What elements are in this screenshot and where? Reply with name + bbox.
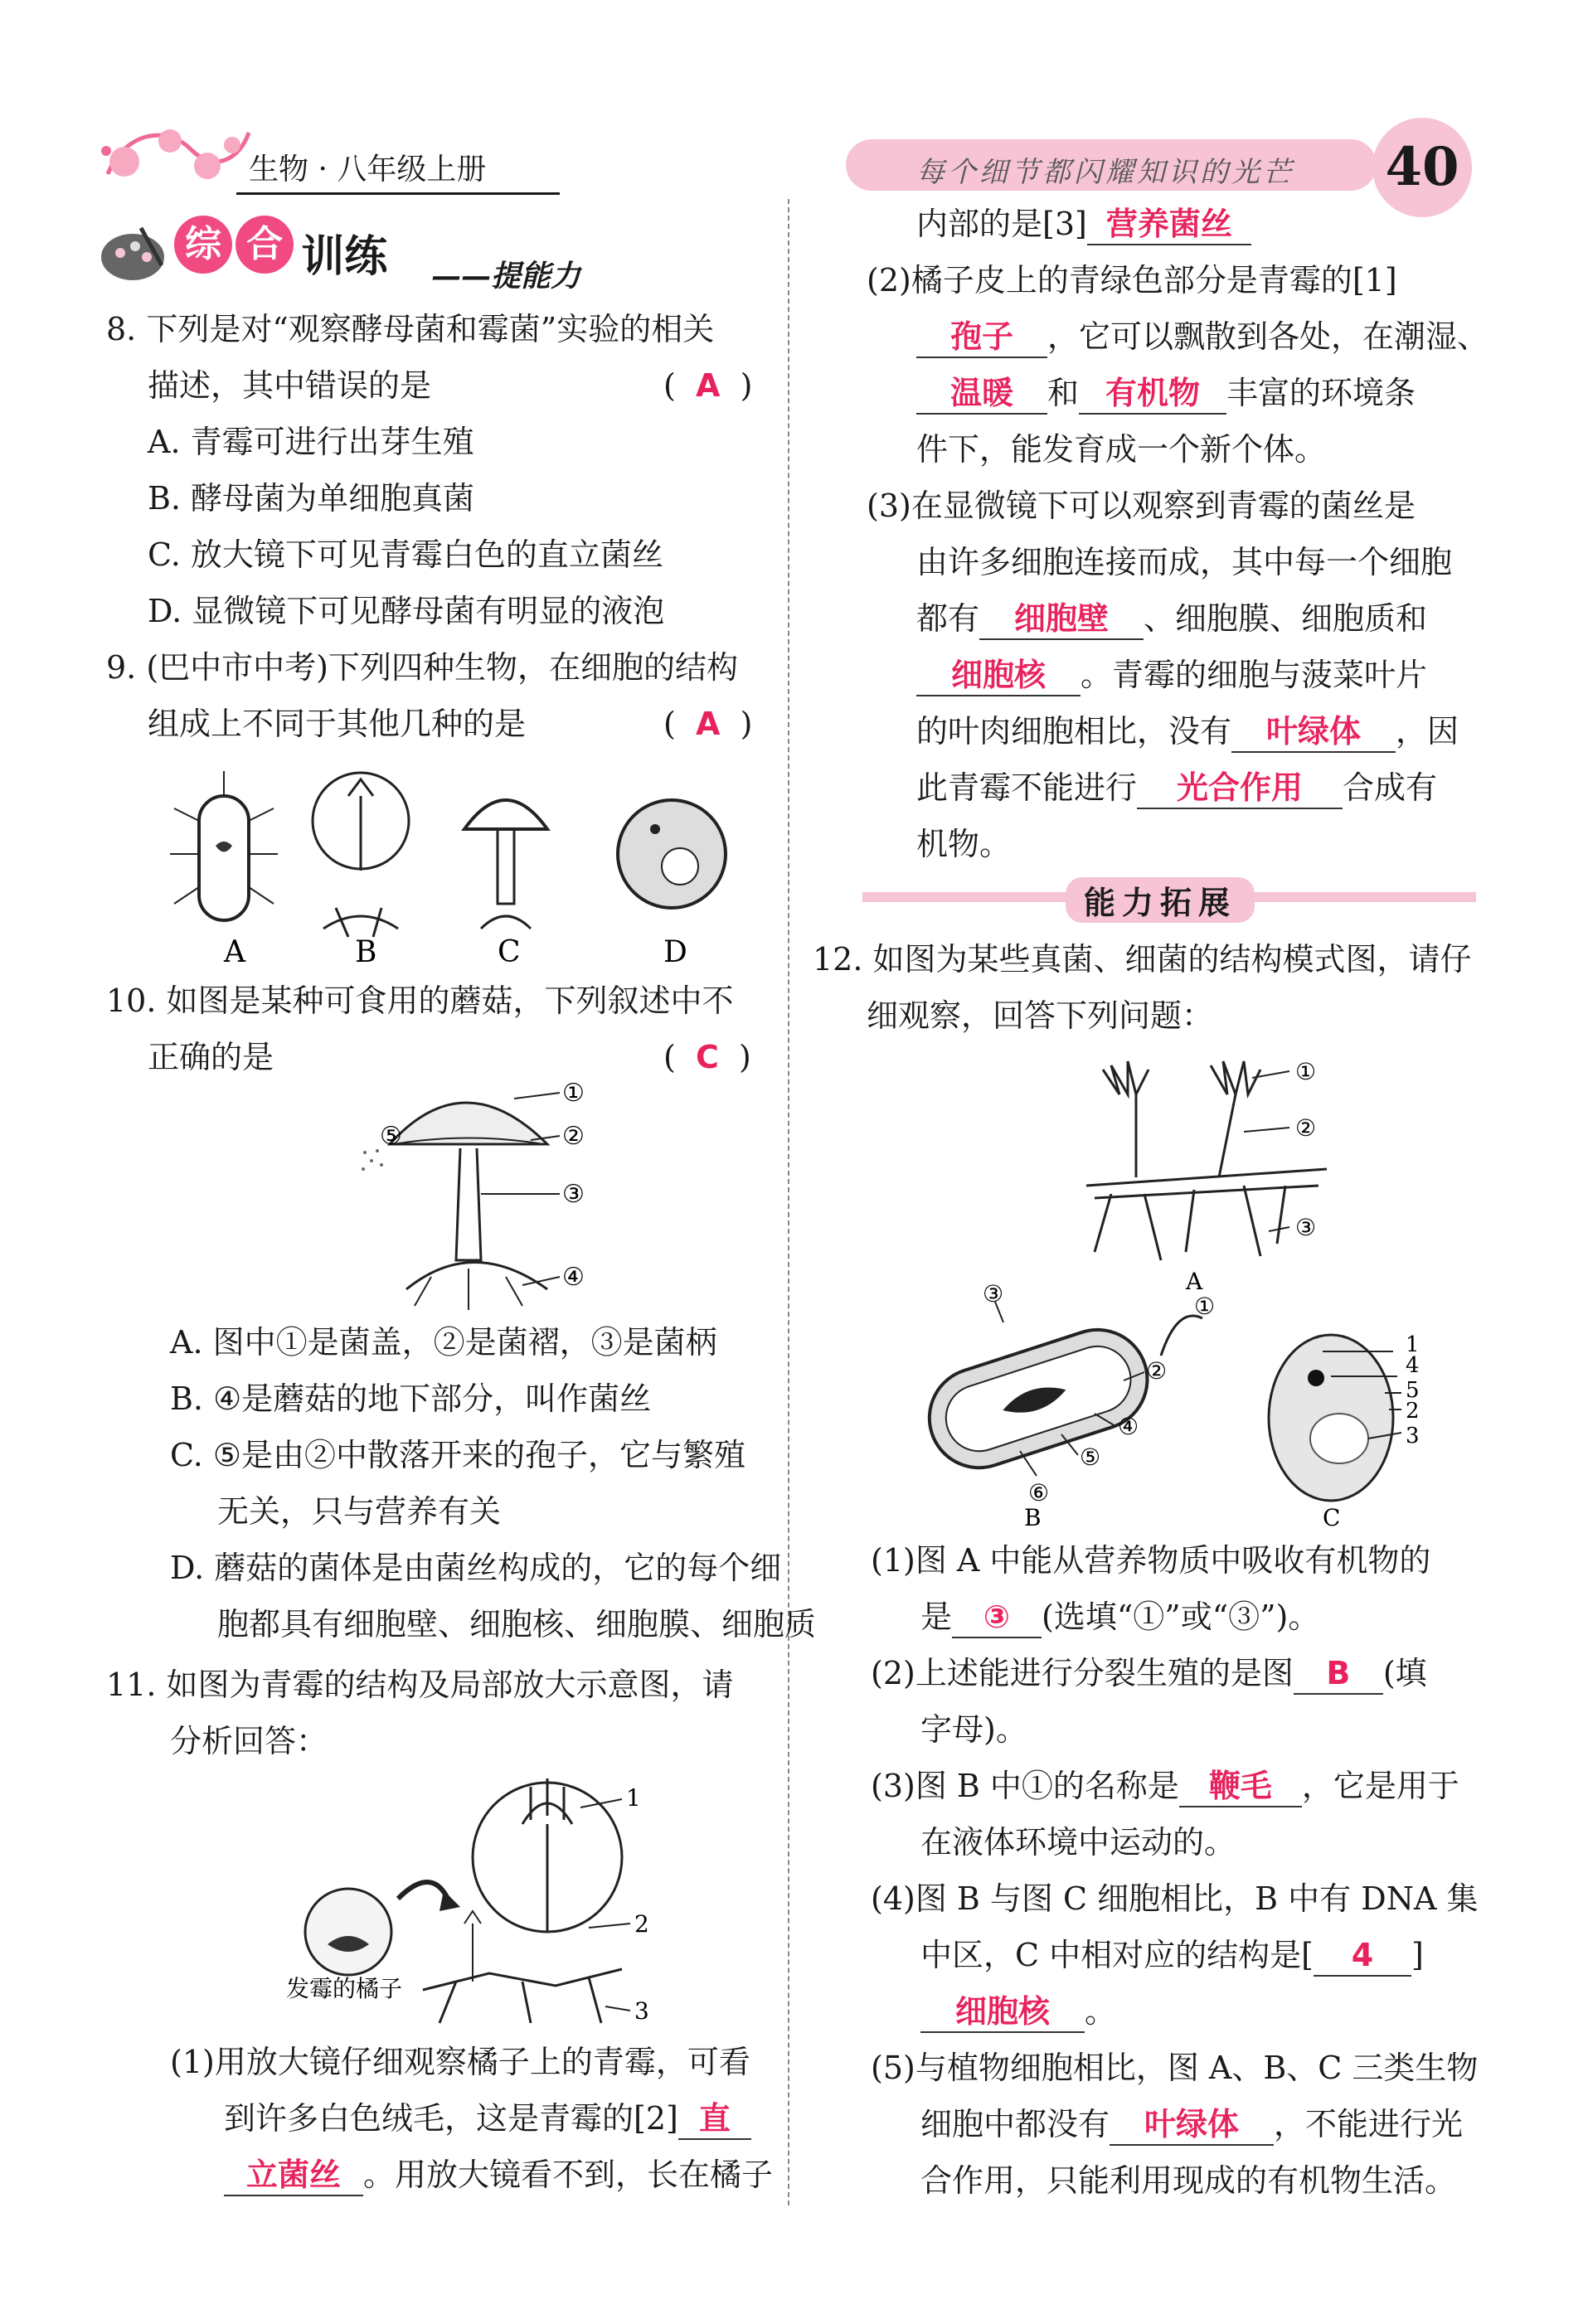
- q10-mark-4: ④: [562, 1263, 585, 1292]
- q11-p3-answer-wall: 细胞壁: [979, 600, 1144, 640]
- q12-figure-a: [1078, 1053, 1352, 1293]
- q12-a-mark-1: ①: [1295, 1058, 1317, 1085]
- q9-label-a: A: [224, 935, 245, 969]
- q8-stem-line2: 描述，其中错误的是: [148, 367, 432, 404]
- q11-p2-line4: 件下，能发育成一个新个体。: [916, 431, 1327, 468]
- q12-p3-line2: 在液体环境中运动的。: [920, 1824, 1236, 1861]
- q9-label-c: C: [498, 935, 521, 969]
- q12-p5-line1: (5)与植物细胞相比，图 A、B、C 三类生物: [871, 2050, 1479, 2086]
- q12-p2-answer: B: [1294, 1655, 1383, 1695]
- q12-c-mark-1: 1: [1406, 1332, 1420, 1357]
- q12-a-mark-3: ③: [1295, 1214, 1317, 1241]
- q11-p3-line4: 细胞核 。青霉的细胞与菠菜叶片: [916, 657, 1427, 696]
- q12-stem-line2: 细观察，回答下列问题：: [867, 997, 1214, 1034]
- q12-p5-line2: 细胞中都没有 叶绿体 ，不能进行光: [920, 2106, 1463, 2146]
- q12-p4-line3: 细胞核 。: [920, 1993, 1116, 2033]
- q11-mark-2: 2: [634, 1910, 649, 1938]
- q9-label-b: B: [355, 935, 377, 969]
- q12-c-label: C: [1323, 1504, 1341, 1531]
- q12-a-label: A: [1186, 1268, 1203, 1295]
- q10-mark-1: ①: [562, 1079, 585, 1108]
- q10-mark-2: ②: [562, 1122, 585, 1151]
- q11-p2-line3: 温暖 和 有机物 丰富的环境条: [916, 375, 1416, 415]
- q9-answer-bracket: ( A ): [663, 706, 753, 742]
- q12-p4-line2: 中区，C 中相对应的结构是[ 4 ]: [920, 1937, 1424, 1977]
- q10-option-d-cont: 胞都具有细胞壁、细胞核、细胞膜、细胞质: [217, 1606, 817, 1642]
- column-divider: [788, 199, 789, 2205]
- q12-b-mark-5: ⑤: [1080, 1443, 1101, 1471]
- q8-option-c: C. 放大镜下可见青霉白色的直立菌丝: [148, 536, 663, 573]
- q11-p3-answer-nucleus: 细胞核: [916, 657, 1081, 696]
- q11-p1-answer-part2: 立菌丝: [224, 2157, 363, 2196]
- q10-answer: C: [695, 1039, 719, 1075]
- palette-icon: [95, 220, 170, 286]
- q8-option-d: D. 显微镜下可见酵母菌有明显的液泡: [148, 593, 665, 629]
- q11-p3-line3: 都有 细胞壁 、细胞膜、细胞质和: [916, 600, 1427, 640]
- q12-figure-b: [912, 1280, 1216, 1531]
- q9-yeast-icon: [618, 800, 726, 908]
- q11-p3-answer-chloroplast: 叶绿体: [1231, 713, 1396, 753]
- q11-stem-line1: 11. 如图为青霉的结构及局部放大示意图，请: [106, 1667, 734, 1703]
- q12-a-mark-2: ②: [1295, 1114, 1317, 1142]
- q10-mark-3: ③: [562, 1180, 585, 1209]
- q11-p2-line2: 孢子 ，它可以飘散到各处，在潮湿、: [916, 318, 1488, 358]
- q10-stem-line1: 10. 如图是某种可食用的蘑菇，下列叙述中不: [106, 982, 734, 1019]
- q11-stem-line2: 分析回答：: [170, 1723, 328, 1759]
- q9-label-d: D: [663, 935, 687, 969]
- extension-label: 能力拓展: [1066, 877, 1255, 923]
- q12-b-mark-1: ①: [1194, 1293, 1216, 1320]
- q12-p1-answer: ③: [952, 1599, 1042, 1638]
- section-subtitle: ——提能力: [431, 259, 581, 294]
- q11-p3-line5: 的叶肉细胞相比，没有 叶绿体 ，因: [916, 713, 1459, 753]
- q11-p1-answer-part1: 直: [678, 2100, 751, 2140]
- q8-stem-line1: 8. 下列是对“观察酵母菌和霉菌”实验的相关: [106, 311, 715, 347]
- q12-p1-line2: 是 ③ (选填“①”或“③”)。: [920, 1599, 1319, 1638]
- header-book-title: 生物 · 八年级上册: [249, 153, 487, 187]
- q11-p2-answer-warm: 温暖: [916, 375, 1047, 415]
- q9-stem-line1: 9. (巴中市中考)下列四种生物，在细胞的结构: [106, 649, 738, 686]
- page-number: 40: [1372, 118, 1472, 217]
- q12-p1-line1: (1)图 A 中能从营养物质中吸收有机物的: [871, 1542, 1431, 1579]
- q11-p3-line6: 此青霉不能进行 光合作用 合成有: [916, 769, 1437, 809]
- q11-p1-line4: 内部的是[3] 营养菌丝: [916, 206, 1251, 245]
- q12-p5-line3: 合作用，只能利用现成的有机物生活。: [920, 2162, 1457, 2199]
- header-slogan: 每个细节都闪耀知识的光芒: [916, 156, 1294, 189]
- q12-p4-answer-number: 4: [1314, 1937, 1411, 1977]
- q12-b-mark-2: ②: [1146, 1357, 1168, 1385]
- q12-p3-answer: 鞭毛: [1179, 1768, 1302, 1807]
- q12-b-mark-3: ③: [983, 1280, 1004, 1308]
- header-flourish: [91, 99, 257, 207]
- q12-p5-answer: 叶绿体: [1110, 2106, 1274, 2146]
- q12-p2-line1: (2)上述能进行分裂生殖的是图 B (填: [871, 1655, 1427, 1695]
- q11-p1-line1: (1)用放大镜仔细观察橘子上的青霉，可看: [170, 2044, 750, 2080]
- q12-figure-c: [1256, 1327, 1472, 1534]
- q9-mushroom-icon: [464, 800, 547, 929]
- q9-stem-line2: 组成上不同于其他几种的是: [148, 706, 527, 742]
- q10-option-a: A. 图中①是菌盖，②是菌褶，③是菌柄: [170, 1324, 717, 1361]
- q12-c-mark-5: 5: [1406, 1378, 1420, 1403]
- section-badge-1: 综: [174, 216, 232, 274]
- section-title: [95, 216, 387, 290]
- q11-mark-1: 1: [626, 1784, 641, 1812]
- q11-fig-label: 发霉的橘子: [286, 1975, 403, 2002]
- q11-p2-answer-organic: 有机物: [1079, 375, 1226, 415]
- q10-mushroom-figure: [357, 1070, 630, 1318]
- q11-p3-line1: (3)在显微镜下可以观察到青霉的菌丝是: [867, 488, 1416, 524]
- q12-p4-answer-name: 细胞核: [920, 1993, 1085, 2033]
- section-title-text: 训练: [301, 232, 388, 282]
- q8-answer-bracket: ( A ): [663, 367, 753, 404]
- q11-p1-answer-hyphae: 营养菌丝: [1087, 206, 1251, 245]
- q12-c-mark-2: 2: [1406, 1399, 1420, 1424]
- q12-b-mark-6: ⑥: [1028, 1479, 1050, 1506]
- q12-b-label: B: [1024, 1504, 1042, 1531]
- q8-option-a: A. 青霉可进行出芽生殖: [148, 424, 474, 460]
- q10-mark-5: ⑤: [380, 1122, 402, 1151]
- q11-p3-answer-photosynthesis: 光合作用: [1137, 769, 1343, 809]
- q11-p1-line3: 立菌丝 。用放大镜看不到，长在橘子: [224, 2157, 773, 2196]
- q10-answer-bracket: ( C ): [663, 1039, 751, 1075]
- q12-stem-line1: 12. 如图为某些真菌、细菌的结构模式图，请仔: [813, 941, 1472, 978]
- q11-p1-line2: 到许多白色绒毛，这是青霉的[2] 直: [224, 2100, 751, 2140]
- q9-mold-icon: [313, 773, 409, 937]
- q10-option-b: B. ④是蘑菇的地下部分，叫作菌丝: [170, 1380, 652, 1417]
- header-rule: [236, 192, 560, 195]
- q10-option-d: D. 蘑菇的菌体是由菌丝构成的，它的每个细: [170, 1550, 782, 1586]
- q11-mark-3: 3: [634, 1997, 649, 2025]
- q12-b-mark-4: ④: [1118, 1413, 1139, 1440]
- q8-answer: A: [695, 367, 721, 404]
- q9-figure: [158, 763, 755, 970]
- q10-option-c-cont: 无关，只与营养有关: [217, 1493, 502, 1530]
- q12-p4-line1: (4)图 B 与图 C 细胞相比，B 中有 DNA 集: [871, 1880, 1479, 1917]
- q10-stem-line2: 正确的是: [148, 1039, 274, 1075]
- q12-c-mark-4: 4: [1406, 1353, 1420, 1378]
- q11-p2-answer-spore: 孢子: [916, 318, 1047, 358]
- q9-bacterium-icon: [170, 771, 278, 920]
- q8-option-b: B. 酵母菌为单细胞真菌: [148, 480, 475, 517]
- q9-answer: A: [695, 706, 721, 742]
- section-badge-2: 合: [236, 216, 294, 274]
- q12-p3-line1: (3)图 B 中①的名称是 鞭毛 ，它是用于: [871, 1768, 1459, 1807]
- q11-p3-line2: 由许多细胞连接而成，其中每一个细胞: [916, 544, 1453, 580]
- q12-c-mark-3: 3: [1406, 1424, 1420, 1448]
- q12-p2-line2: 字母)。: [920, 1711, 1027, 1748]
- extension-banner: [862, 877, 1476, 921]
- q11-p3-line7: 机物。: [916, 826, 1012, 862]
- q11-p2-line1: (2)橘子皮上的青绿色部分是青霉的[1]: [867, 262, 1397, 298]
- q10-option-c: C. ⑤是由②中散落开来的孢子，它与繁殖: [170, 1437, 745, 1473]
- q11-penicillium-figure: [274, 1774, 672, 2031]
